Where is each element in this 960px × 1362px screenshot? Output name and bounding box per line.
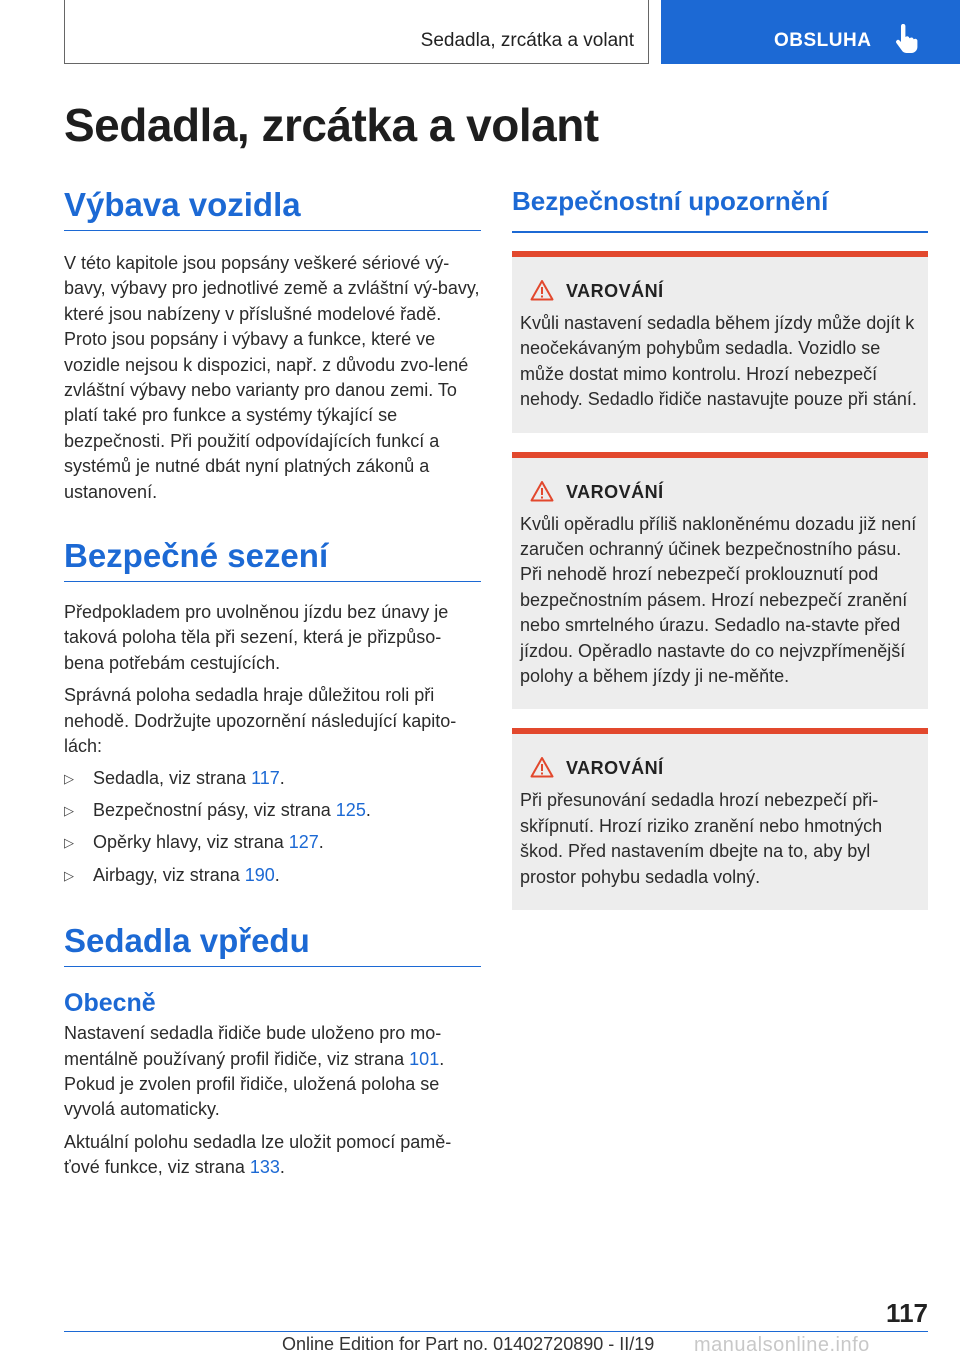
triangle-bullet-icon: ▷: [64, 835, 74, 851]
paragraph-vpredu-1: [64, 1021, 481, 1072]
header-section-box: [64, 0, 649, 64]
page-link[interactable]: 125: [335, 799, 366, 820]
page-title: Sedadla, zrcátka a volant: [64, 99, 599, 151]
page-link[interactable]: 133: [249, 1157, 280, 1178]
heading-sedadla-vpredu: Sedadla vpředu: [64, 922, 481, 967]
paragraph-text: .: [279, 1157, 285, 1178]
warning-box: [512, 251, 928, 433]
header-tab-label: OBSLUHA: [774, 30, 872, 51]
warning-label: VAROVÁNÍ: [566, 281, 664, 301]
heading-bezpecne-sezeni: Bezpečné sezení: [64, 537, 481, 582]
paragraph-sezeni-1: Předpokladem pro uvolněnou jízdu bez únavy je taková poloha těla při sezení, která je přizpůso-bena potřebám cestujících.: [64, 602, 449, 673]
paragraph-text: Nastavení sedadla řidiče bude uloženo pro mo-mentálně používaný profil řidiče, viz strana: [64, 1023, 442, 1069]
list-item: ▷ Opěrky hlavy, viz strana 127.: [64, 830, 481, 855]
heading-vybava-vozidla: Výbava vozidla: [64, 186, 481, 231]
reference-list: [64, 766, 481, 889]
warning-triangle-icon: [530, 480, 554, 502]
paragraph-vpredu-3: [64, 1130, 481, 1181]
list-item-text: Airbagy, viz strana: [93, 864, 245, 885]
left-column: [64, 186, 481, 1181]
list-item: ▷ Sedadla, viz strana 117.: [64, 766, 481, 791]
page-link[interactable]: 127: [288, 832, 319, 853]
triangle-bullet-icon: ▷: [64, 802, 74, 818]
paragraph-text: .: [439, 1048, 445, 1069]
page-link[interactable]: 117: [251, 767, 280, 788]
paragraph-sezeni-2: Správná poloha sedadla hraje důležitou roli při nehodě. Dodržujte upozornění následující kapito-lách:: [64, 685, 457, 757]
warning-box: [512, 728, 928, 910]
warning-text: Kvůli opěradlu příliš nakloněnému dozadu již není zaručen ochranný účinek bezpečnostního pásu. Při nehodě hrozí nebezpečí proklouznutí pod bezpečnostním pásem. Hrozí nebezpečí zranění nebo smrtelného úrazu. Sedadlo na-stavte před jízdou. Opěradlo nastavte do co nejvzpřímenější polohy a během jízdy ji ne-měňte.: [520, 513, 917, 687]
list-item-text: Bezpečnostní pásy, viz strana: [93, 799, 336, 820]
footer-divider: [64, 1331, 928, 1332]
footer-edition: Online Edition for Part no. 01402720890 - II/19: [282, 1334, 655, 1354]
list-item-text: Opěrky hlavy, viz strana: [93, 832, 289, 853]
page-link[interactable]: 190: [244, 864, 275, 885]
heading-bezpecnostni-upozorneni: Bezpečnostní upozornění: [512, 186, 928, 233]
warning-text: Kvůli nastavení sedadla během jízdy může dojít k neočekávaným pohybům sedadla. Vozidlo se může dostat mimo kontrolu. Hrozí nebezpečí nehody. Sedadlo řidiče nastavujte pouze při stání.: [520, 313, 917, 410]
triangle-bullet-icon: ▷: [64, 867, 74, 883]
watermark-text: manualsonline.info: [694, 1334, 870, 1356]
paragraph-vpredu-2: Pokud je zvolen profil řidiče, uložená poloha se vyvolá automaticky.: [64, 1073, 440, 1120]
warning-text: Při přesunování sedadla hrozí nebezpečí při-skřípnutí. Hrozí riziko zranění nebo hmotných škod. Před nastavením dbejte na to, aby byl prostor pohybu sedadla volný.: [520, 790, 883, 887]
pointing-hand-icon: [893, 24, 921, 54]
list-item: ▷ Airbagy, viz strana 190.: [64, 863, 481, 888]
header-section-title: Sedadla, zrcátka a volant: [420, 30, 634, 51]
warning-triangle-icon: [530, 279, 554, 301]
warning-label: VAROVÁNÍ: [566, 758, 664, 779]
paragraph-vybava: V této kapitole jsou popsány veškeré sériové vý-bavy, výbavy pro jednotlivé země a zvláštní vý-bavy, které jsou nabízeny v příslušné modelové řadě. Proto jsou popsány i výbavy a funkce, které ve vozidle nejsou k dispozici, např. z důvodu zvo-lené zvláštní výbavy nebo varianty pro danou zemi. To platí také pro funkce a systémy týkající se bezpečnosti. Při použití odpovídajících funkcí a systémů je nutné dbát nyní platných zákonů a ustanovení.: [64, 253, 480, 502]
list-item: ▷ Bezpečnostní pásy, viz strana 125.: [64, 798, 481, 823]
list-item-text: Sedadla, viz strana: [93, 767, 252, 788]
right-column: [512, 186, 928, 929]
paragraph-text: Aktuální polohu sedadla lze uložit pomocí pamě-ťové funkce, viz strana: [64, 1131, 452, 1178]
warning-triangle-icon: [530, 756, 554, 778]
page-number: 117: [886, 1298, 928, 1328]
warning-box: [512, 452, 928, 710]
warning-label: VAROVÁNÍ: [566, 481, 664, 502]
triangle-bullet-icon: ▷: [64, 770, 74, 786]
page-link[interactable]: 101: [409, 1048, 440, 1069]
subheading-obecne: Obecně: [64, 989, 156, 1018]
